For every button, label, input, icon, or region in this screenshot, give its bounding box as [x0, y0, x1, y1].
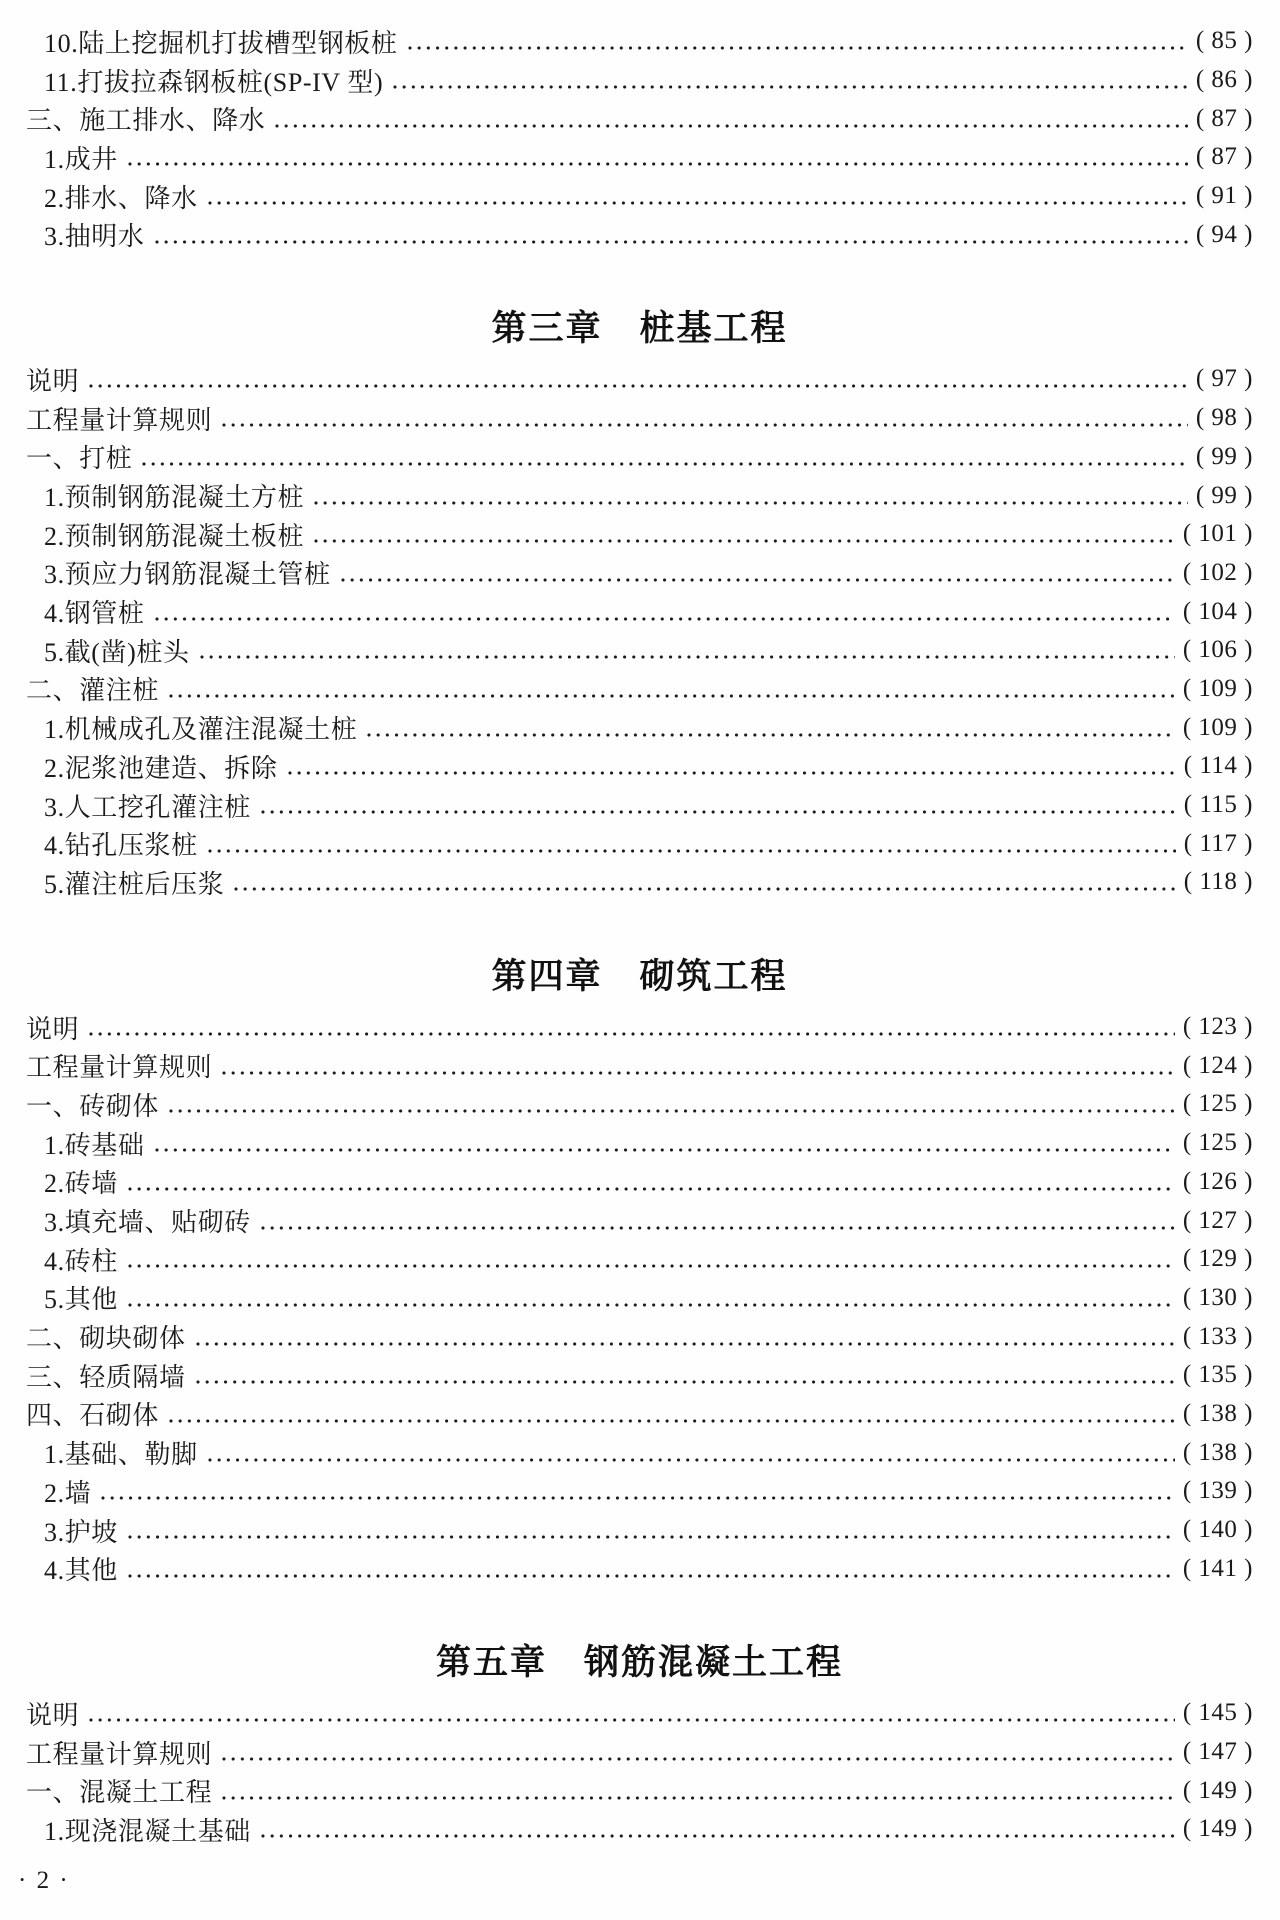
- toc-entry-label: 一、砖砌体: [26, 1091, 160, 1121]
- toc-entry-label: 5.截(凿)桩头: [44, 637, 190, 667]
- toc-entry-label: 1.砖基础: [44, 1130, 145, 1160]
- dot-leader: [128, 1264, 1175, 1268]
- dot-leader: [341, 578, 1175, 582]
- toc-entry-page: ( 125 ): [1182, 1129, 1253, 1157]
- toc-entry: [26, 592, 1253, 631]
- toc-entry-page: ( 94 ): [1195, 220, 1253, 248]
- dot-leader: [128, 1187, 1175, 1191]
- dot-leader: [169, 694, 1175, 698]
- chapter-heading: 第四章 砌筑工程: [491, 956, 788, 996]
- dot-leader: [196, 1342, 1175, 1346]
- toc-entry-page: ( 109 ): [1182, 713, 1253, 741]
- dot-leader: [222, 423, 1188, 427]
- toc-entry: [26, 1395, 1253, 1434]
- toc-entry-page: ( 126 ): [1182, 1167, 1253, 1195]
- toc-entry-label: 2.泥浆池建造、拆除: [44, 753, 278, 783]
- toc-entry-page: ( 138 ): [1182, 1399, 1253, 1427]
- toc-entry: [26, 1163, 1253, 1202]
- toc-entry-page: ( 123 ): [1182, 1013, 1253, 1041]
- chapter-heading: 第五章 钢筋混凝土工程: [435, 1643, 843, 1683]
- toc-entry: [26, 863, 1253, 902]
- dot-leader: [208, 201, 1188, 205]
- toc-entry-page: ( 118 ): [1183, 868, 1253, 896]
- toc-entry-label: 1.成井: [44, 144, 118, 174]
- toc-entry-label: 工程量计算规则: [26, 1739, 213, 1769]
- toc-entry-page: ( 106 ): [1182, 636, 1253, 664]
- dot-leader: [101, 1496, 1175, 1500]
- toc-entry: [26, 1771, 1253, 1810]
- toc-entry-label: 说明: [26, 1014, 80, 1044]
- toc-entry: [26, 1433, 1253, 1472]
- toc-entry-page: ( 109 ): [1182, 674, 1253, 702]
- toc-entry: [26, 138, 1253, 177]
- toc-entry: [26, 1008, 1253, 1047]
- dot-leader: [89, 1718, 1175, 1722]
- toc-entry: [26, 1279, 1253, 1318]
- toc-entry-page: ( 101 ): [1182, 520, 1253, 548]
- toc-entry-label: 2.砖墙: [44, 1169, 118, 1199]
- dot-leader: [222, 1796, 1175, 1800]
- toc-entry-page: ( 97 ): [1195, 365, 1253, 393]
- toc-entry-label: 4.砖柱: [44, 1246, 118, 1276]
- toc-entry-page: ( 87 ): [1195, 104, 1253, 132]
- toc-entry: [26, 1733, 1253, 1772]
- toc-entry: [26, 786, 1253, 825]
- toc-entry-label: 3.预应力钢筋混凝土管桩: [44, 560, 331, 590]
- dot-leader: [314, 539, 1175, 543]
- toc-entry-page: ( 127 ): [1182, 1206, 1253, 1234]
- toc-entry-page: ( 149 ): [1182, 1815, 1253, 1843]
- toc-entry-page: ( 138 ): [1182, 1438, 1253, 1466]
- toc-entry-page: ( 85 ): [1195, 27, 1253, 55]
- chapter-heading: 第三章 桩基工程: [491, 309, 788, 349]
- toc-entry-label: 工程量计算规则: [26, 1053, 213, 1083]
- dot-leader: [261, 810, 1176, 814]
- toc-entry-page: ( 133 ): [1182, 1322, 1253, 1350]
- toc-entry: [26, 399, 1253, 438]
- dot-leader: [222, 1757, 1175, 1761]
- toc-entry-label: 3.人工挖孔灌注桩: [44, 792, 251, 822]
- toc-entry-label: 1.机械成孔及灌注混凝土桩: [44, 715, 358, 745]
- toc-entry: [26, 824, 1253, 863]
- toc-entry-label: 工程量计算规则: [26, 405, 213, 435]
- dot-leader: [288, 771, 1176, 775]
- toc-entry-label: 二、砌块砌体: [26, 1324, 186, 1354]
- toc-entry-label: 1.基础、勒脚: [44, 1440, 198, 1470]
- toc-entry-page: ( 86 ): [1195, 66, 1253, 94]
- dot-leader: [128, 1535, 1175, 1539]
- toc-entry-page: ( 129 ): [1182, 1245, 1253, 1273]
- dot-leader: [155, 617, 1175, 621]
- dot-leader: [261, 1226, 1175, 1230]
- toc-entry: [26, 747, 1253, 786]
- toc-entry: [26, 360, 1253, 399]
- toc-entry-label: 一、打桩: [26, 444, 133, 474]
- dot-leader: [169, 1419, 1175, 1423]
- toc-entry-page: ( 139 ): [1182, 1477, 1253, 1505]
- toc-entry-label: 10.陆上挖掘机打拔槽型钢板桩: [44, 28, 398, 58]
- dot-leader: [367, 733, 1175, 737]
- toc-entry: [26, 1240, 1253, 1279]
- dot-leader: [155, 1148, 1175, 1152]
- toc-entry: [26, 631, 1253, 670]
- toc-entry-page: ( 99 ): [1195, 442, 1253, 470]
- dot-leader: [128, 162, 1188, 166]
- dot-leader: [261, 1834, 1175, 1838]
- toc-entry: [26, 1085, 1253, 1124]
- toc-entry: [26, 554, 1253, 593]
- dot-leader: [222, 1071, 1175, 1075]
- toc-entry: [26, 515, 1253, 554]
- toc-entry-page: ( 149 ): [1182, 1776, 1253, 1804]
- toc-entry: [26, 708, 1253, 747]
- toc-entry-label: 2.排水、降水: [44, 183, 198, 213]
- toc-entry-label: 4.其他: [44, 1556, 118, 1586]
- toc-entry-label: 说明: [26, 1700, 80, 1730]
- toc-entry-page: ( 147 ): [1182, 1738, 1253, 1766]
- toc-entry: [26, 1511, 1253, 1550]
- toc-entry: [26, 177, 1253, 216]
- toc-entry-page: ( 124 ): [1182, 1051, 1253, 1079]
- toc-entry-label: 三、轻质隔墙: [26, 1362, 186, 1392]
- toc-entry: [26, 99, 1253, 138]
- dot-leader: [208, 1458, 1175, 1462]
- dot-leader: [169, 1109, 1175, 1113]
- toc-entry: [26, 1472, 1253, 1511]
- toc-entry: [26, 22, 1253, 61]
- toc-entry-page: ( 102 ): [1182, 558, 1253, 586]
- dot-leader: [128, 1574, 1175, 1578]
- page-number-footer: · 2 ·: [18, 1866, 70, 1894]
- toc-entry-label: 一、混凝土工程: [26, 1778, 213, 1808]
- toc-entry-label: 三、施工排水、降水: [26, 106, 266, 136]
- toc-entry-page: ( 135 ): [1182, 1361, 1253, 1389]
- toc-entry-label: 3.抽明水: [44, 222, 145, 252]
- toc-entry-label: 2.预制钢筋混凝土板桩: [44, 521, 305, 551]
- toc-entry-label: 5.灌注桩后压浆: [44, 869, 225, 899]
- dot-leader: [128, 1303, 1175, 1307]
- toc-entry-page: ( 141 ): [1182, 1554, 1253, 1582]
- dot-leader: [234, 887, 1175, 891]
- toc-entry-page: ( 140 ): [1182, 1516, 1253, 1544]
- toc-entry-label: 3.护坡: [44, 1517, 118, 1547]
- toc-entry-label: 4.钢管桩: [44, 599, 145, 629]
- toc-entry-page: ( 114 ): [1183, 752, 1253, 780]
- toc-entry: [26, 1201, 1253, 1240]
- toc-entry: [26, 215, 1253, 254]
- toc-entry-page: ( 115 ): [1183, 791, 1253, 819]
- toc-entry-page: ( 87 ): [1195, 143, 1253, 171]
- toc-entry-label: 二、灌注桩: [26, 676, 160, 706]
- toc-entry-page: ( 104 ): [1182, 597, 1253, 625]
- toc-entry: [26, 1046, 1253, 1085]
- toc-entry-page: ( 130 ): [1182, 1283, 1253, 1311]
- toc-entry-label: 5.其他: [44, 1285, 118, 1315]
- toc-entry-label: 3.填充墙、贴砌砖: [44, 1208, 251, 1238]
- toc-entry: [26, 1694, 1253, 1733]
- toc-entry: [26, 1124, 1253, 1163]
- dot-leader: [408, 46, 1188, 50]
- toc-entry-page: ( 145 ): [1182, 1699, 1253, 1727]
- toc-entry-label: 4.钻孔压浆桩: [44, 831, 198, 861]
- dot-leader: [314, 501, 1188, 505]
- dot-leader: [196, 1380, 1175, 1384]
- toc-entry-label: 1.现浇混凝土基础: [44, 1816, 251, 1846]
- toc-entry: [26, 1549, 1253, 1588]
- dot-leader: [200, 655, 1175, 659]
- toc-entry-page: ( 91 ): [1195, 182, 1253, 210]
- dot-leader: [393, 85, 1188, 89]
- toc-entry: [26, 438, 1253, 477]
- dot-leader: [142, 462, 1187, 466]
- toc-entry: [26, 1810, 1253, 1849]
- toc-entry-label: 1.预制钢筋混凝土方桩: [44, 483, 305, 513]
- dot-leader: [275, 124, 1187, 128]
- toc-entry-page: ( 125 ): [1182, 1090, 1253, 1118]
- toc-entry-page: ( 98 ): [1195, 404, 1253, 432]
- dot-leader: [89, 1032, 1175, 1036]
- toc-entry-label: 说明: [26, 366, 80, 396]
- toc-entry: [26, 1356, 1253, 1395]
- dot-leader: [155, 240, 1188, 244]
- toc-entry-label: 四、石砌体: [26, 1401, 160, 1431]
- dot-leader: [208, 849, 1176, 853]
- toc-entry-page: ( 117 ): [1183, 829, 1253, 857]
- toc-entry-label: 11.打拔拉森钢板桩(SP-IV 型): [44, 67, 384, 97]
- dot-leader: [89, 384, 1188, 388]
- toc-entry: [26, 670, 1253, 709]
- toc-entry: [26, 476, 1253, 515]
- toc-entry: [26, 61, 1253, 100]
- toc-entry: [26, 1317, 1253, 1356]
- toc-entry-label: 2.墙: [44, 1478, 92, 1508]
- toc-entry-page: ( 99 ): [1195, 481, 1253, 509]
